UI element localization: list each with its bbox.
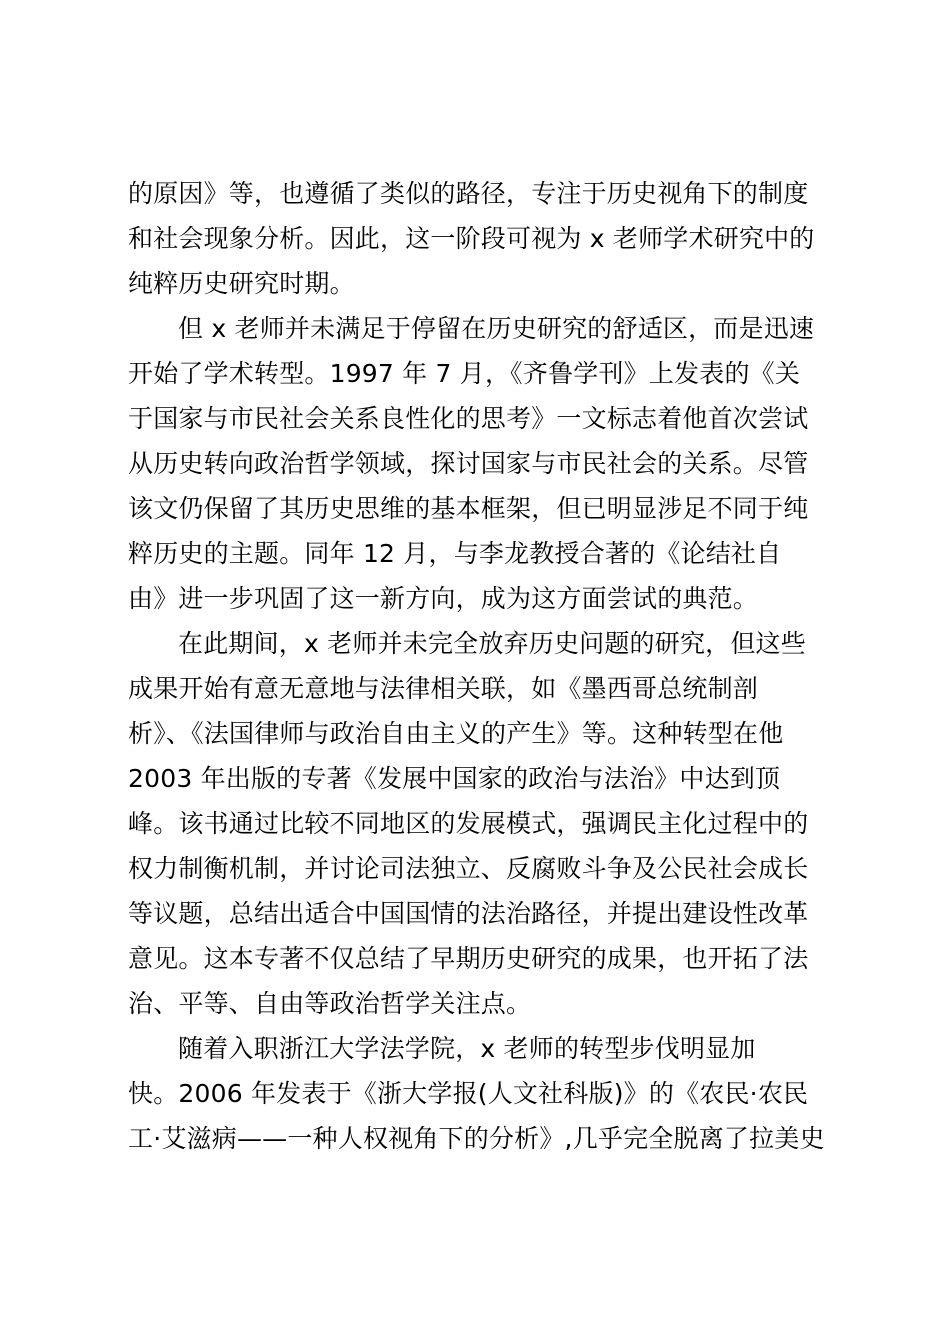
text-line: 粹历史的主题。同年 12 月，与李龙教授合著的《论结社自 [128,539,782,568]
text-line: 工·艾滋病——一种人权视角下的分析》,几乎完全脱离了拉美史 [128,1124,825,1153]
text-line: 的原因》等，也遵循了类似的路径，专注于历史视角下的制度 [128,179,809,208]
text-line: 意见。这本专著不仅总结了早期历史研究的成果，也开拓了法 [128,944,809,973]
text-line: 于国家与市民社会关系良性化的思考》一文标志着他首次尝试 [128,404,809,433]
text-line: 该文仍保留了其历史思维的基本框架，但已明显涉足不同于纯 [128,494,809,523]
text-line: 等议题，总结出适合中国国情的法治路径，并提出建设性改革 [128,899,809,928]
text-line: 从历史转向政治哲学领域，探讨国家与市民社会的关系。尽管 [128,449,809,478]
text-line: 治、平等、自由等政治哲学关注点。 [128,989,532,1018]
text-line: 析》、《法国律师与政治自由主义的产生》等。这种转型在他 [128,719,784,748]
text-line: 快。2006 年发表于《浙大学报(人文社科版)》的《农民·农民 [128,1079,809,1108]
text-line: 成果开始有意无意地与法律相关联，如《墨西哥总统制剖 [128,674,759,703]
text-line: 权力制衡机制，并讨论司法独立、反腐败斗争及公民社会成长 [128,854,809,883]
text-line: 2003 年出版的专著《发展中国家的政治与法治》中达到顶 [128,764,781,793]
text-line: 开始了学术转型。1997 年 7 月，《齐鲁学刊》上发表的《关 [128,359,801,388]
paragraph-first-line: 随着入职浙江大学法学院，x 老师的转型步伐明显加 [178,1034,756,1063]
text-line: 由》进一步巩固了这一新方向，成为这方面尝试的典范。 [128,584,759,613]
paragraph-first-line: 但 x 老师并未满足于停留在历史研究的舒适区，而是迅速 [178,314,815,343]
paragraph-first-line: 在此期间，x 老师并未完全放弃历史问题的研究，但这些 [178,629,806,658]
text-line: 峰。该书通过比较不同地区的发展模式，强调民主化过程中的 [128,809,809,838]
text-line: 纯粹历史研究时期。 [128,269,355,298]
text-line: 和社会现象分析。因此，这一阶段可视为 x 老师学术研究中的 [128,224,815,253]
